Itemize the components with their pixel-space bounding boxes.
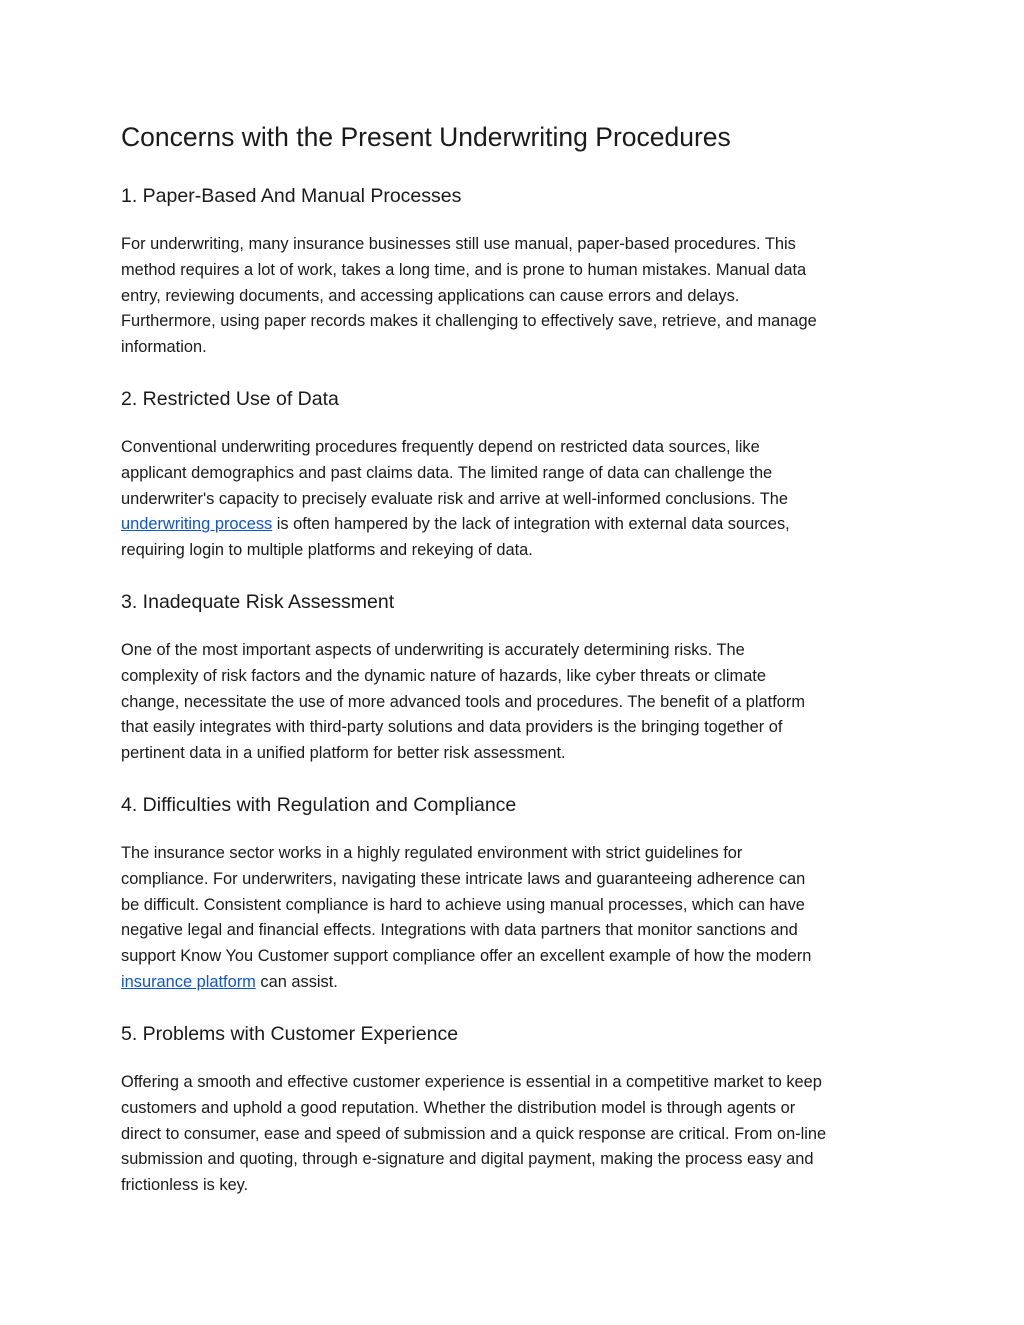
section-paragraph-customer-experience — [121, 1070, 911, 1199]
section-heading-risk-assessment: 3. Inadequate Risk Assessment — [121, 591, 395, 613]
section-heading-restricted-data: 2. Restricted Use of Data — [121, 388, 339, 410]
paragraph-line: applicant demographics and past claims data. The limited range of data can challenge the — [121, 463, 773, 482]
section-heading-regulation-compliance: 4. Difficulties with Regulation and Compliance — [121, 794, 517, 816]
paragraph-line — [121, 970, 911, 996]
section-heading-customer-experience: 5. Problems with Customer Experience — [121, 1023, 459, 1045]
paragraph-line: The insurance sector works in a highly regulated environment with strict guidelines for — [121, 844, 743, 862]
paragraph-line: complexity of risk factors and the dynamic nature of hazards, like cyber threats or climate — [121, 666, 766, 685]
paragraph-line: be difficult. Consistent compliance is hard to achieve using manual processes, which can have — [121, 895, 805, 914]
underwriting-process-link[interactable]: underwriting process — [121, 515, 273, 534]
paragraph-line: For underwriting, many insurance businesses still use manual, paper-based procedures. This — [121, 235, 796, 253]
paragraph-line: One of the most important aspects of underwriting is accurately determining risks. The — [121, 641, 745, 659]
document-title: Concerns with the Present Underwriting Procedures — [121, 122, 731, 152]
paragraph-line: submission and quoting, through e-signature and digital payment, making the process easy and — [121, 1150, 814, 1169]
section-paragraph-restricted-data — [121, 435, 911, 564]
paragraph-line: entry, reviewing documents, and accessing applications can cause errors and delays. — [121, 286, 740, 305]
paragraph-line: negative legal and financial effects. Integrations with data partners that monitor sanctions and — [121, 921, 798, 940]
paragraph-line: that easily integrates with third-party solutions and data providers is the bringing together of — [121, 718, 783, 737]
paragraph-line: requiring login to multiple platforms and rekeying of data. — [121, 541, 533, 560]
section-heading-paper-based: 1. Paper-Based And Manual Processes — [121, 185, 462, 207]
paragraph-line — [121, 512, 911, 538]
paragraph-line: method requires a lot of work, takes a long time, and is prone to human mistakes. Manual data — [121, 260, 807, 279]
paragraph-line: pertinent data in a unified platform for better risk assessment. — [121, 744, 566, 763]
paragraph-line: support Know You Customer support compliance offer an excellent example of how the modern — [121, 947, 812, 966]
section-paragraph-regulation-compliance — [121, 841, 911, 996]
paragraph-line: underwriter's capacity to precisely evaluate risk and arrive at well-informed conclusions. The — [121, 489, 788, 508]
paragraph-line: Conventional underwriting procedures frequently depend on restricted data sources, like — [121, 438, 760, 456]
paragraph-line: customers and uphold a good reputation. Whether the distribution model is through agents or — [121, 1098, 796, 1117]
section-paragraph-risk-assessment — [121, 638, 911, 767]
paragraph-line: Furthermore, using paper records makes it challenging to effectively save, retrieve, and manage — [121, 312, 817, 331]
insurance-platform-link[interactable]: insurance platform — [121, 972, 256, 991]
paragraph-line: direct to consumer, ease and speed of submission and a quick response are critical. From on-line — [121, 1124, 827, 1143]
paragraph-line-text: can assist. — [255, 972, 338, 991]
paragraph-line: compliance. For underwriters, navigating these intricate laws and guaranteeing adherence can — [121, 869, 806, 888]
paragraph-line: information. — [121, 338, 207, 357]
paragraph-line: Offering a smooth and effective customer experience is essential in a competitive market to keep — [121, 1073, 822, 1091]
section-paragraph-paper-based — [121, 232, 911, 361]
paragraph-line: frictionless is key. — [121, 1176, 249, 1195]
paragraph-line-text: is often hampered by the lack of integration with external data sources, — [272, 515, 790, 534]
paragraph-line: change, necessitate the use of more advanced tools and procedures. The benefit of a platform — [121, 692, 805, 711]
